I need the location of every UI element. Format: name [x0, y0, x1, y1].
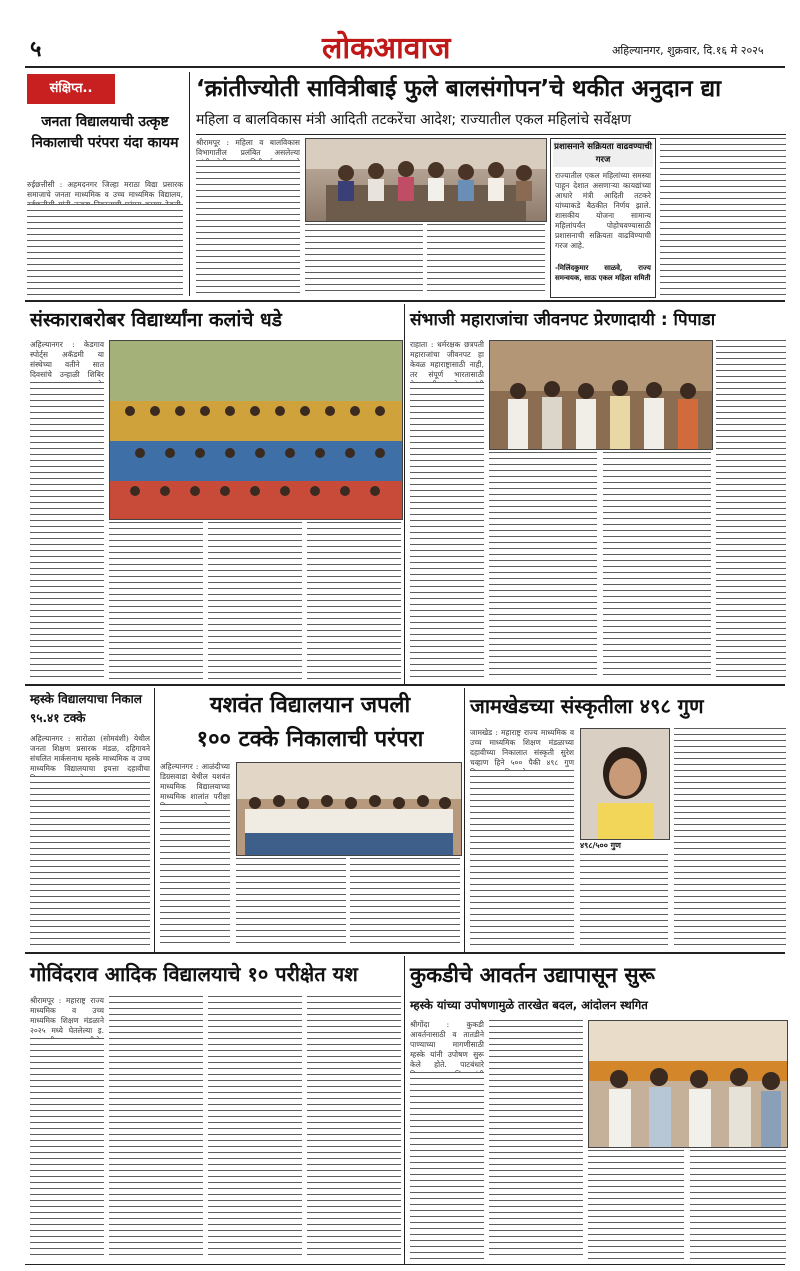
kukdi-col1-text — [410, 1072, 484, 1260]
govindrao-lead: श्रीरामपूर : महाराष्ट्र राज्य माध्यमिक व उच्च माध्यमिक शिक्षण मंडळाने २०२५ मध्ये घेतलेल्या इ. — [30, 996, 104, 1035]
yashwant-col3-text — [350, 858, 460, 948]
mhaske-text — [30, 776, 150, 948]
kukdi-col2-text — [489, 1020, 583, 1260]
yashwant-col2-text — [236, 858, 346, 948]
kukdi-lead: श्रीगोंदा : कुकडी आवर्तनासाठी व तातडीने पाण्याच्या मागणीसाठी म्हस्के यांनी उपोषण सुरू केले होते. पाटबंधारे — [410, 1020, 484, 1069]
felicitation-photo — [490, 341, 712, 449]
column-divider — [154, 688, 155, 952]
govindrao-col3-text — [208, 996, 302, 1260]
lead-col3-text — [427, 224, 545, 296]
page-number: ५ — [30, 37, 42, 62]
brief-headline: जनता विद्यालयाची उत्कृष्ट निकालाची परंपरा यंदा कायम — [31, 114, 179, 151]
sidebox-byline: -मिलिंदकुमार साळवे, राज्य समन्वयक, साऊ एकल महिला समिती — [555, 263, 651, 282]
yashwant-lead: अहिल्यानगर : आळंदीच्या डिग्रसवाडा येथील यशवंत माध्यमिक विद्यालयाच्या माध्यमिक शालांत परीक्षा — [160, 762, 230, 801]
sanskar-col2-text — [109, 522, 203, 680]
govindrao-col1-text — [30, 1038, 104, 1260]
sanskar-lead: अहिल्यानगर : केडगाव स्पोर्ट्स अकॅडमी या संस्थेच्या वतीने सात दिवसांचे उन्हाळी शिबिर — [30, 340, 104, 379]
sanskar-headline: संस्काराबरोबर विद्यार्थ्यांना कलांचे धडे — [30, 309, 282, 331]
govindrao-headline: गोविंदराव आदिक विद्यालयाचे १० परीक्षेत यश — [30, 962, 358, 986]
brief-box — [25, 72, 185, 296]
column-divider — [189, 72, 190, 296]
lead-rule — [196, 134, 786, 135]
lead-col1-lead: श्रीरामपूर : महिला व बालविकास विभागातील प्रलंबित असलेल्या — [196, 138, 300, 157]
jamkhed-headline: जामखेडच्या संस्कृतीला ४९८ गुण — [470, 694, 704, 718]
kukdi-col3-text — [588, 1150, 684, 1260]
sidebox-text: राज्यातील एकल महिलांच्या समस्या पाहून देशात असणाऱ्या कायद्यांच्या आधारे मंत्री आदिती तटकरे यांच्याकडे बैठकीत निर्णय झाले. शासकीय योजना सामान्य महिलांपर्यंत पोहोचवण्यासाठी प्रशासनाची सक्रियता वाढविण्याची गरज आहे. — [555, 171, 651, 250]
student-portrait — [581, 729, 669, 839]
meeting-photo-figures — [306, 139, 546, 221]
sambhaji-col2-text — [489, 452, 597, 680]
sidebox-title: प्रशासनाने सक्रियता वाढवण्याची गरज — [554, 142, 652, 165]
kukdi-subheadline: म्हस्के यांच्या उपोषणामुळे तारखेत बदल, आंदोलन स्थगित — [410, 998, 648, 1012]
sanskar-col3-text — [208, 522, 302, 680]
mhaske-lead: अहिल्यानगर : सारोळा (सोमवंशी) येथील जनता शिक्षण प्रसारक मंडळ, दहिगावने संचलित मार्कसनाथ म्हस्के माध्यमिक व उच्च माध्यमिक विद्यालयाचा इयत्ता दहावीचा — [30, 734, 150, 773]
sambhaji-photo — [489, 340, 713, 450]
section-rule-2 — [25, 684, 785, 686]
sambhaji-col1-text — [410, 382, 484, 680]
jamkhed-col3-text — [674, 728, 786, 948]
kukdi-col4-text — [690, 1150, 786, 1260]
kukdi-headline: कुकडीचे आवर्तन उद्यापासून सुरू — [410, 963, 655, 987]
brief-body — [27, 204, 183, 296]
column-divider — [404, 304, 405, 684]
group-photo-children — [110, 341, 402, 519]
yashwant-photo — [236, 762, 462, 856]
column-divider — [404, 956, 405, 1264]
jamkhed-portrait — [580, 728, 670, 840]
sanskar-col1-text — [30, 382, 104, 680]
jamkhed-photo-caption: ४९८/५०० गुण — [580, 841, 621, 850]
yashwant-headline-1: यशवंत विद्यालयान जपली — [209, 693, 411, 718]
govindrao-col4-text — [307, 996, 401, 1260]
govindrao-col2-text — [109, 996, 203, 1260]
sambhaji-headline: संभाजी महाराजांचा जीवनपट प्रेरणादायी : पिपाडा — [410, 310, 716, 330]
yashwant-col1-text — [160, 804, 230, 948]
lead-sidebox — [550, 138, 656, 298]
masthead-title: लोकआवाज — [322, 31, 451, 66]
page-bottom-rule — [25, 1264, 785, 1265]
brief-label: संक्षिप्त.. — [27, 74, 115, 104]
sambhaji-col4-text — [716, 340, 786, 680]
jamkhed-col2-text — [580, 854, 668, 948]
lead-col5-text — [660, 138, 786, 296]
section-rule-1 — [25, 300, 785, 302]
lead-headline: ‘क्रांतीज्योती सावित्रीबाई फुले बालसंगोपन’चे थकीत अनुदान द्या — [196, 76, 722, 102]
brief-lead: रुईछत्तीसी : अहमदनगर जिल्हा मराठा विद्या प्रसारक समाजाचे जनता माध्यमिक व उच्च माध्यमिक विद्यालय, — [27, 180, 183, 199]
lead-subheadline: महिला व बालविकास मंत्री आदिती तटकरेंचा आदेश; राज्यातील एकल महिलांचे सर्वेक्षण — [196, 112, 631, 128]
jamkhed-lead: जामखेड : महाराष्ट्र राज्य माध्यमिक व उच्च माध्यमिक शिक्षण मंडळाच्या दहावीच्या निकालात संस्कृती सुरेश चव्हाण हिने ५०० पैकी ४९८ गुण — [470, 728, 574, 767]
sambhaji-lead: राहाता : धर्मरक्षक छत्रपती महाराजांचा जीवनपट हा केवळ महाराष्ट्रासाठी नाही, तर संपूर्ण भारतासाठी — [410, 340, 484, 379]
agitation-photo — [589, 1021, 787, 1147]
sambhaji-col3-text — [603, 452, 711, 680]
column-divider — [464, 688, 465, 952]
kukdi-photo — [588, 1020, 788, 1148]
masthead-rule — [25, 66, 785, 68]
dateline: अहिल्यानगर, शुक्रवार, दि.१६ मे २०२५ — [612, 44, 764, 57]
sanskar-col4-text — [307, 522, 401, 680]
mhaske-headline: म्हस्के विद्यालयाचा निकाल ९५.४१ टक्के — [30, 692, 142, 725]
yashwant-headline-2: १०० टक्के निकालाची परंपरा — [196, 727, 424, 752]
lead-photo — [305, 138, 547, 222]
lead-col1-text — [196, 160, 300, 296]
lead-col2-text — [305, 224, 423, 296]
sanskar-photo — [109, 340, 403, 520]
jamkhed-col1-text — [470, 770, 574, 948]
section-rule-3 — [25, 952, 785, 954]
students-group-photo — [237, 763, 461, 855]
